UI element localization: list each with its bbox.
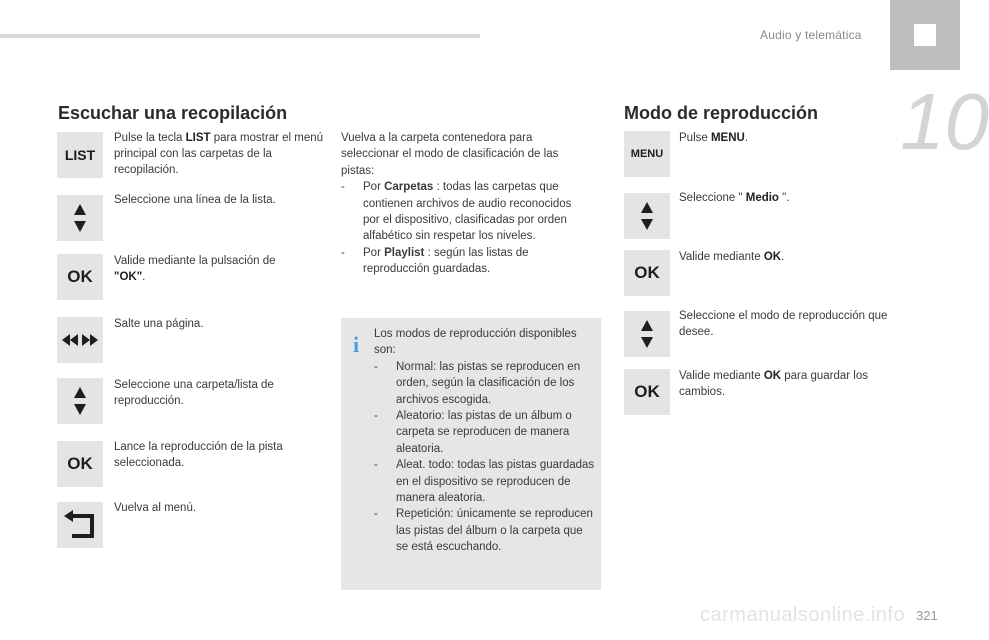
watermark: carmanualsonline.info — [700, 604, 906, 626]
chapter-tab-square — [914, 24, 936, 46]
menu-key-icon: MENU — [624, 131, 670, 177]
ok-key-icon: OK — [624, 369, 670, 415]
ok-key-icon: OK — [57, 441, 103, 487]
step-validate-ok-right: Valide mediante OK. — [679, 251, 785, 263]
info-bullet-aleatorio: - Aleatorio: las pistas de un álbum o carpeta se reproducen de manera aleatoria. — [374, 410, 572, 455]
up-down-key-icon — [624, 193, 670, 239]
back-key-icon — [57, 502, 103, 548]
info-bullet-repeticion: - Repetición: únicamente se reproducen las pistas del álbum o la carpeta que se está escuchando. — [374, 508, 593, 554]
info-icon: i — [353, 332, 360, 357]
page-number: 321 — [916, 608, 938, 623]
header-rule — [0, 34, 480, 38]
title-modo: Modo de reproducción — [624, 103, 819, 123]
step-back-menu: Vuelva al menú. — [114, 502, 197, 514]
step-validate-ok: Valide mediante la pulsación de "OK". — [114, 255, 276, 283]
step-save-changes: Valide mediante OK para guardar los cambios. — [679, 370, 869, 398]
step-press-menu: Pulse MENU. — [679, 132, 749, 144]
info-bullet-normal: - Normal: las pistas se reproducen en orden, según la clasificación de los archivos escogida. — [374, 360, 581, 406]
chapter-tab — [890, 0, 960, 70]
skip-page-key-icon — [57, 317, 103, 363]
step-select-folder: Seleccione una carpeta/lista de reproducción. — [114, 379, 274, 407]
up-down-key-icon — [57, 195, 103, 241]
title-escuchar: Escuchar una recopilación — [58, 103, 288, 123]
step-launch-track: Lance la reproducción de la pista seleccionada. — [114, 441, 283, 469]
section-label: Audio y telemática — [760, 28, 862, 42]
ok-key-icon: OK — [57, 254, 103, 300]
info-intro: Los modos de reproducción disponibles son: — [374, 328, 577, 357]
up-down-key-icon — [624, 311, 670, 357]
chapter-number: 10 — [900, 77, 989, 166]
sort-mode-text — [341, 130, 586, 278]
sort-bullet-playlist: - Por Playlist : según las listas de reproducción guardadas. — [341, 246, 529, 276]
list-key-icon: LIST — [57, 132, 103, 178]
step-select-line: Seleccione una línea de la lista. — [114, 194, 276, 206]
sort-mode-intro: Vuelva a la carpeta contenedora para seleccionar el modo de clasificación de las pistas: — [341, 132, 559, 177]
step-skip-page: Salte una página. — [114, 318, 204, 330]
step-select-mode: Seleccione el modo de reproducción que desee. — [679, 310, 888, 338]
info-text — [374, 326, 596, 556]
info-bullet-aleat-todo: - Aleat. todo: todas las pistas guardadas en el dispositivo se reproducen de manera aleatoria. — [374, 459, 595, 505]
info-box — [341, 318, 601, 590]
step-list: Pulse la tecla LIST para mostrar el menú principal con las carpetas de la recopilación. — [114, 132, 324, 176]
sort-bullet-carpetas: - Por Carpetas : todas las carpetas que contienen archivos de audio reconocidos por el dispositivo, clasificadas por orden alfabético sin respetar los niveles. — [341, 181, 572, 243]
up-down-key-icon — [57, 378, 103, 424]
ok-key-icon: OK — [624, 250, 670, 296]
step-select-medio: Seleccione " Medio ". — [679, 192, 790, 204]
